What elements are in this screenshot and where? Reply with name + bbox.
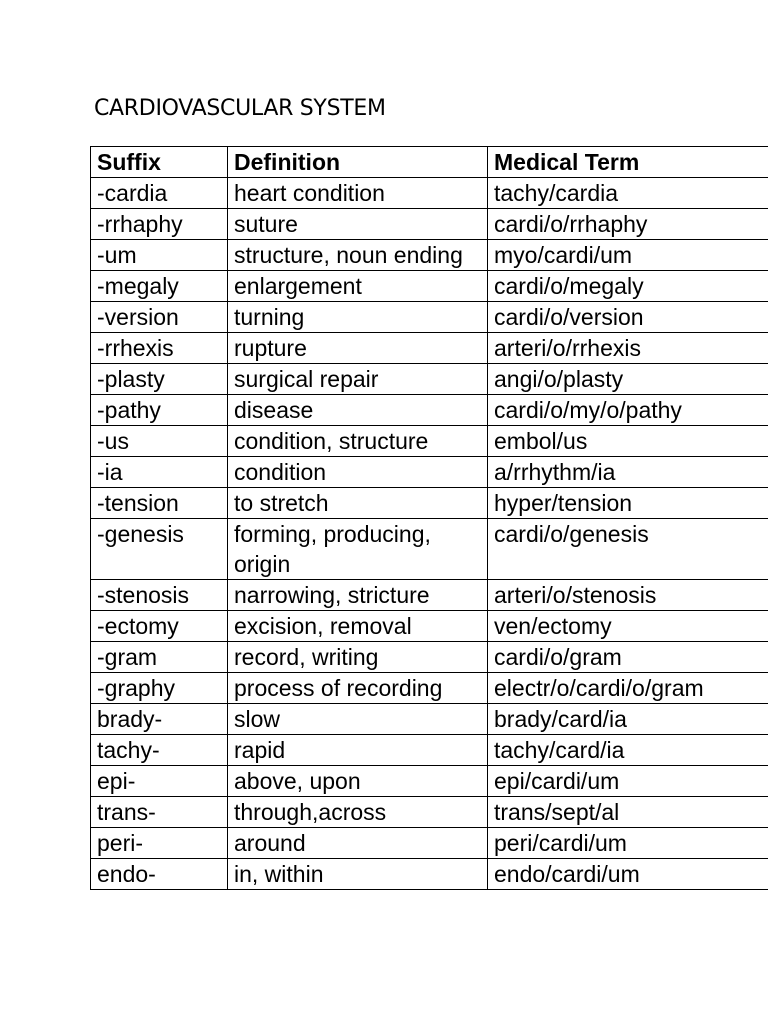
header-suffix: Suffix bbox=[91, 147, 228, 178]
table-row bbox=[91, 580, 768, 611]
medical-term-cell: cardi/o/genesis bbox=[488, 519, 768, 580]
header-definition: Definition bbox=[228, 147, 488, 178]
suffix-cell: -plasty bbox=[91, 364, 228, 395]
definition-cell: excision, removal bbox=[228, 611, 488, 642]
table-row bbox=[91, 271, 768, 302]
definition-cell: record, writing bbox=[228, 642, 488, 673]
medical-term-cell: peri/cardi/um bbox=[488, 828, 768, 859]
suffix-cell: -version bbox=[91, 302, 228, 333]
medical-term-cell: arteri/o/stenosis bbox=[488, 580, 768, 611]
suffix-cell: -rrhexis bbox=[91, 333, 228, 364]
table-row bbox=[91, 426, 768, 457]
medical-term-cell: cardi/o/gram bbox=[488, 642, 768, 673]
definition-cell: suture bbox=[228, 209, 488, 240]
table-body bbox=[91, 178, 768, 890]
definition-cell: disease bbox=[228, 395, 488, 426]
table-row bbox=[91, 704, 768, 735]
medical-term-cell: ven/ectomy bbox=[488, 611, 768, 642]
medical-term-cell: a/rrhythm/ia bbox=[488, 457, 768, 488]
medical-term-cell: trans/sept/al bbox=[488, 797, 768, 828]
suffix-cell: -ia bbox=[91, 457, 228, 488]
definition-cell: enlargement bbox=[228, 271, 488, 302]
table-row bbox=[91, 735, 768, 766]
medical-term-cell: electr/o/cardi/o/gram bbox=[488, 673, 768, 704]
suffix-cell: brady- bbox=[91, 704, 228, 735]
definition-cell: in, within bbox=[228, 859, 488, 890]
table-row bbox=[91, 642, 768, 673]
table-row bbox=[91, 333, 768, 364]
suffix-cell: -tension bbox=[91, 488, 228, 519]
definition-cell: slow bbox=[228, 704, 488, 735]
definition-cell: narrowing, stricture bbox=[228, 580, 488, 611]
table-row bbox=[91, 519, 768, 580]
suffix-cell: -us bbox=[91, 426, 228, 457]
definition-cell: heart condition bbox=[228, 178, 488, 209]
definition-cell: condition, structure bbox=[228, 426, 488, 457]
table-row bbox=[91, 302, 768, 333]
table-row bbox=[91, 178, 768, 209]
suffix-cell: -gram bbox=[91, 642, 228, 673]
suffix-cell: trans- bbox=[91, 797, 228, 828]
suffix-cell: tachy- bbox=[91, 735, 228, 766]
medical-term-cell: embol/us bbox=[488, 426, 768, 457]
definition-cell: to stretch bbox=[228, 488, 488, 519]
suffix-cell: peri- bbox=[91, 828, 228, 859]
medical-term-cell: cardi/o/megaly bbox=[488, 271, 768, 302]
suffix-cell: -megaly bbox=[91, 271, 228, 302]
table-row bbox=[91, 828, 768, 859]
table-row bbox=[91, 611, 768, 642]
medical-term-cell: angi/o/plasty bbox=[488, 364, 768, 395]
definition-cell: above, upon bbox=[228, 766, 488, 797]
definition-cell: structure, noun ending bbox=[228, 240, 488, 271]
medical-term-cell: brady/card/ia bbox=[488, 704, 768, 735]
table-row bbox=[91, 488, 768, 519]
suffix-cell: -cardia bbox=[91, 178, 228, 209]
table-row bbox=[91, 797, 768, 828]
table-row bbox=[91, 395, 768, 426]
suffix-cell: -rrhaphy bbox=[91, 209, 228, 240]
definition-cell: turning bbox=[228, 302, 488, 333]
definition-cell: around bbox=[228, 828, 488, 859]
suffix-cell: -ectomy bbox=[91, 611, 228, 642]
medical-term-cell: hyper/tension bbox=[488, 488, 768, 519]
table-header-row bbox=[91, 147, 768, 178]
definition-cell: rapid bbox=[228, 735, 488, 766]
definition-cell: surgical repair bbox=[228, 364, 488, 395]
medical-term-cell: cardi/o/version bbox=[488, 302, 768, 333]
suffix-cell: -genesis bbox=[91, 519, 228, 580]
header-medical-term: Medical Term bbox=[488, 147, 768, 178]
medical-term-cell: arteri/o/rrhexis bbox=[488, 333, 768, 364]
medical-term-cell: cardi/o/rrhaphy bbox=[488, 209, 768, 240]
definition-cell: condition bbox=[228, 457, 488, 488]
table-row bbox=[91, 673, 768, 704]
terms-table bbox=[90, 146, 768, 890]
medical-term-cell: tachy/cardia bbox=[488, 178, 768, 209]
suffix-cell: -stenosis bbox=[91, 580, 228, 611]
table-row bbox=[91, 364, 768, 395]
medical-term-cell: cardi/o/my/o/pathy bbox=[488, 395, 768, 426]
medical-term-cell: tachy/card/ia bbox=[488, 735, 768, 766]
table-row bbox=[91, 209, 768, 240]
table-row bbox=[91, 766, 768, 797]
suffix-cell: endo- bbox=[91, 859, 228, 890]
suffix-cell: -graphy bbox=[91, 673, 228, 704]
suffix-cell: -um bbox=[91, 240, 228, 271]
medical-term-cell: epi/cardi/um bbox=[488, 766, 768, 797]
page-title: CARDIOVASCULAR SYSTEM bbox=[94, 96, 386, 121]
medical-term-cell: endo/cardi/um bbox=[488, 859, 768, 890]
definition-cell: through,across bbox=[228, 797, 488, 828]
table-row bbox=[91, 457, 768, 488]
definition-cell: process of recording bbox=[228, 673, 488, 704]
table-row bbox=[91, 859, 768, 890]
suffix-cell: -pathy bbox=[91, 395, 228, 426]
definition-cell: forming, producing, origin bbox=[228, 519, 488, 580]
table-row bbox=[91, 240, 768, 271]
medical-term-cell: myo/cardi/um bbox=[488, 240, 768, 271]
definition-cell: rupture bbox=[228, 333, 488, 364]
suffix-cell: epi- bbox=[91, 766, 228, 797]
